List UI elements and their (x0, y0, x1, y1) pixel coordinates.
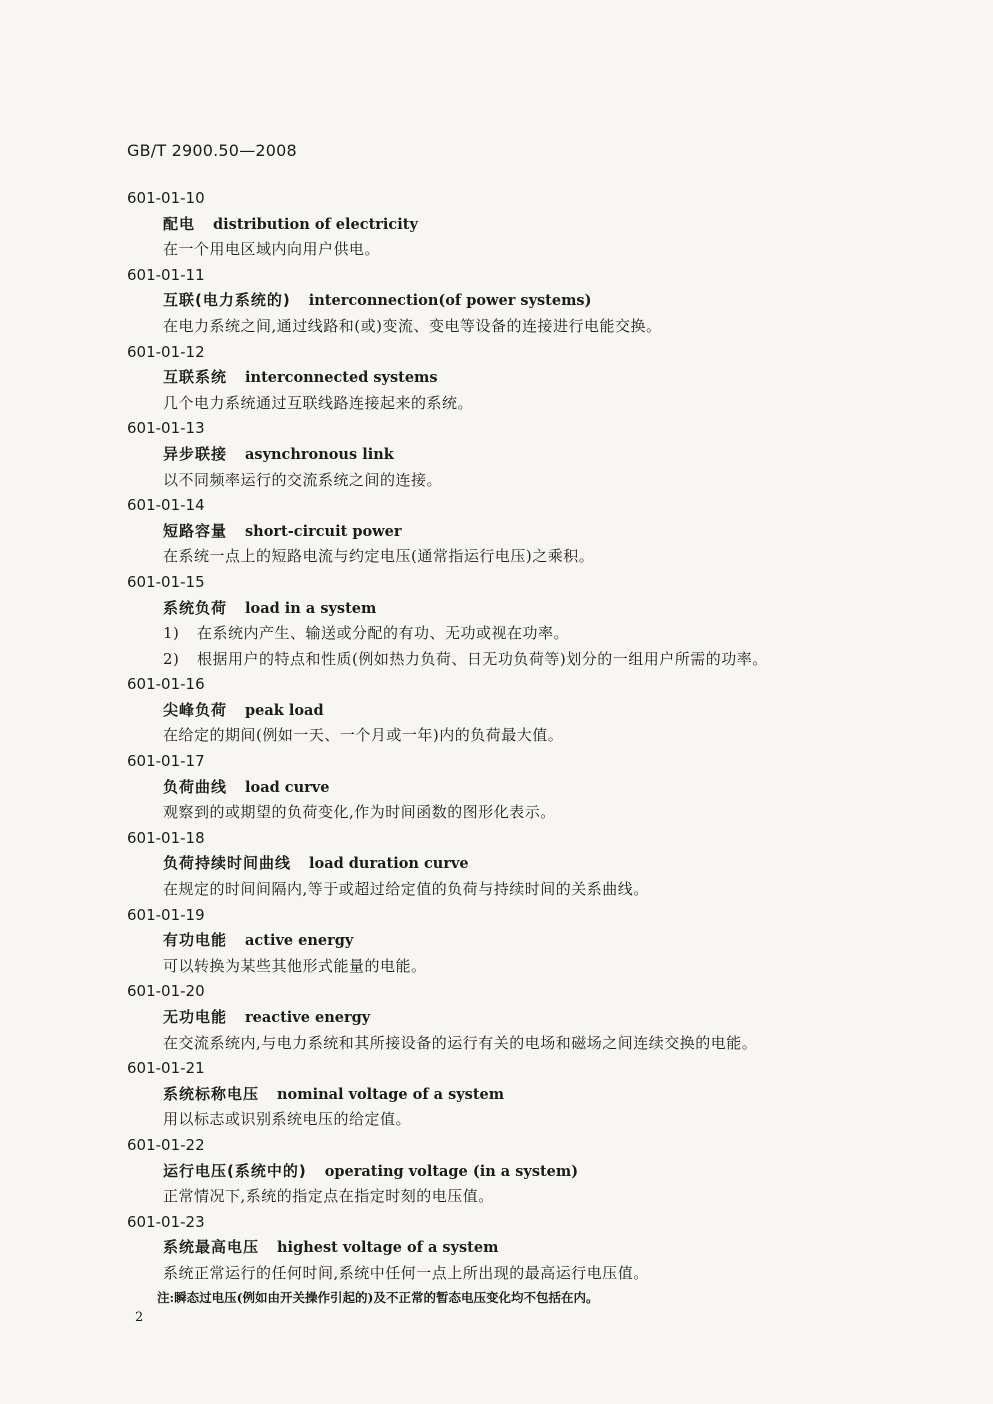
term-entry (127, 263, 847, 340)
entry-number: 601-01-21 (127, 1059, 205, 1078)
entry-number: 601-01-15 (127, 572, 205, 591)
term-english: load in a system (245, 599, 377, 617)
definition: 在系统一点上的短路电流与约定电压(通常指运行电压)之乘积。 (163, 547, 595, 566)
term-line (163, 928, 847, 954)
numbered-definition (163, 647, 847, 673)
term-chinese: 互联系统 (163, 368, 228, 387)
term-chinese: 系统负荷 (163, 598, 228, 617)
definition: 用以标志或识别系统电压的给定值。 (163, 1110, 412, 1129)
term-chinese: 运行电压(系统中的) (163, 1161, 307, 1180)
term-line (163, 1005, 847, 1031)
definition: 几个电力系统通过互联线路连接起来的系统。 (163, 393, 474, 412)
term-english: active energy (245, 932, 354, 950)
term-english: peak load (245, 701, 324, 719)
term-entry (127, 672, 847, 749)
definition: 在给定的期间(例如一天、一个月或一年)内的负荷最大值。 (163, 726, 564, 745)
term-english: short-circuit power (245, 522, 402, 540)
note: 注:瞬态过电压(例如由开关操作引起的)及不正常的暂态电压变化均不包括在内。 (157, 1289, 599, 1305)
term-english: asynchronous link (245, 445, 394, 463)
term-entry (127, 979, 847, 1056)
term-chinese: 有功电能 (163, 931, 228, 950)
term-entry (127, 903, 847, 980)
term-english: nominal voltage of a system (277, 1085, 505, 1103)
term-entry (127, 1210, 847, 1309)
term-chinese: 尖峰负荷 (163, 700, 228, 719)
term-line (163, 442, 847, 468)
entry-number: 601-01-13 (127, 419, 205, 438)
entry-number: 601-01-17 (127, 752, 205, 771)
term-english: highest voltage of a system (277, 1239, 499, 1257)
entry-number: 601-01-20 (127, 982, 205, 1001)
term-english: reactive energy (245, 1009, 371, 1026)
term-chinese: 配电 (163, 214, 196, 233)
term-english: distribution of electricity (213, 215, 418, 233)
entry-number: 601-01-10 (127, 189, 205, 207)
term-chinese: 负荷曲线 (163, 777, 228, 796)
definition: 观察到的或期望的负荷变化,作为时间函数的图形化表示。 (163, 803, 556, 822)
term-line (163, 365, 847, 391)
term-chinese: 负荷持续时间曲线 (163, 854, 292, 873)
term-english: load curve (245, 778, 330, 796)
page-number: 2 (135, 1310, 144, 1325)
definition: 以不同频率运行的交流系统之间的连接。 (163, 470, 443, 489)
standard-number-header: GB/T 2900.50—2008 (127, 141, 297, 160)
definition-number: 2) (163, 649, 180, 668)
term-english: interconnection(of power systems) (308, 292, 592, 310)
term-entry (127, 826, 847, 903)
term-chinese: 系统最高电压 (163, 1238, 260, 1257)
definition-text: 根据用户的特点和性质(例如热力负荷、日无功负荷等)划分的一组用户所需的功率。 (197, 649, 768, 668)
definition: 在交流系统内,与电力系统和其所接设备的运行有关的电场和磁场之间连续交换的电能。 (163, 1033, 758, 1052)
term-entry (127, 1133, 847, 1210)
term-english: operating voltage (in a system) (324, 1162, 579, 1180)
term-entry-list (127, 186, 847, 1309)
definition: 在电力系统之间,通过线路和(或)变流、变电等设备的连接进行电能交换。 (163, 316, 662, 335)
term-entry (127, 416, 847, 493)
entry-number: 601-01-11 (127, 265, 205, 284)
term-line (163, 851, 847, 877)
term-chinese: 互联(电力系统的) (163, 291, 291, 310)
term-entry (127, 749, 847, 826)
term-chinese: 异步联接 (163, 444, 228, 463)
definition: 可以转换为某些其他形式能量的电能。 (163, 956, 427, 975)
term-line (163, 1235, 847, 1261)
term-english: interconnected systems (245, 369, 438, 387)
term-line (163, 698, 847, 724)
term-line (163, 596, 847, 622)
term-chinese: 无功电能 (163, 1008, 228, 1026)
term-chinese: 系统标称电压 (163, 1084, 260, 1103)
definition: 在规定的时间间隔内,等于或超过给定值的负荷与持续时间的关系曲线。 (163, 880, 649, 899)
numbered-definition (163, 621, 847, 647)
term-entry (127, 570, 847, 672)
term-english: load duration curve (309, 855, 469, 873)
term-line (163, 775, 847, 801)
term-line (163, 288, 847, 314)
definition: 系统正常运行的任何时间,系统中任何一点上所出现的最高运行电压值。 (163, 1263, 649, 1282)
term-line (163, 1159, 847, 1185)
term-line (163, 212, 847, 238)
definition-text: 在系统内产生、输送或分配的有功、无功或视在功率。 (197, 624, 570, 643)
term-entry (127, 493, 847, 570)
entry-number: 601-01-16 (127, 675, 205, 694)
term-entry (127, 340, 847, 417)
entry-number: 601-01-14 (127, 496, 205, 515)
entry-number: 601-01-12 (127, 342, 205, 361)
definition: 在一个用电区域内向用户供电。 (163, 240, 381, 259)
definition-number: 1) (163, 624, 180, 643)
term-chinese: 短路容量 (163, 521, 228, 540)
entry-number: 601-01-18 (127, 828, 205, 847)
entry-number: 601-01-19 (127, 905, 205, 924)
definition: 正常情况下,系统的指定点在指定时刻的电压值。 (163, 1187, 494, 1206)
term-line (163, 519, 847, 545)
term-line (163, 1082, 847, 1108)
term-entry (127, 1056, 847, 1133)
entry-number: 601-01-23 (127, 1212, 205, 1231)
entry-number: 601-01-22 (127, 1135, 205, 1154)
term-entry (127, 186, 847, 263)
